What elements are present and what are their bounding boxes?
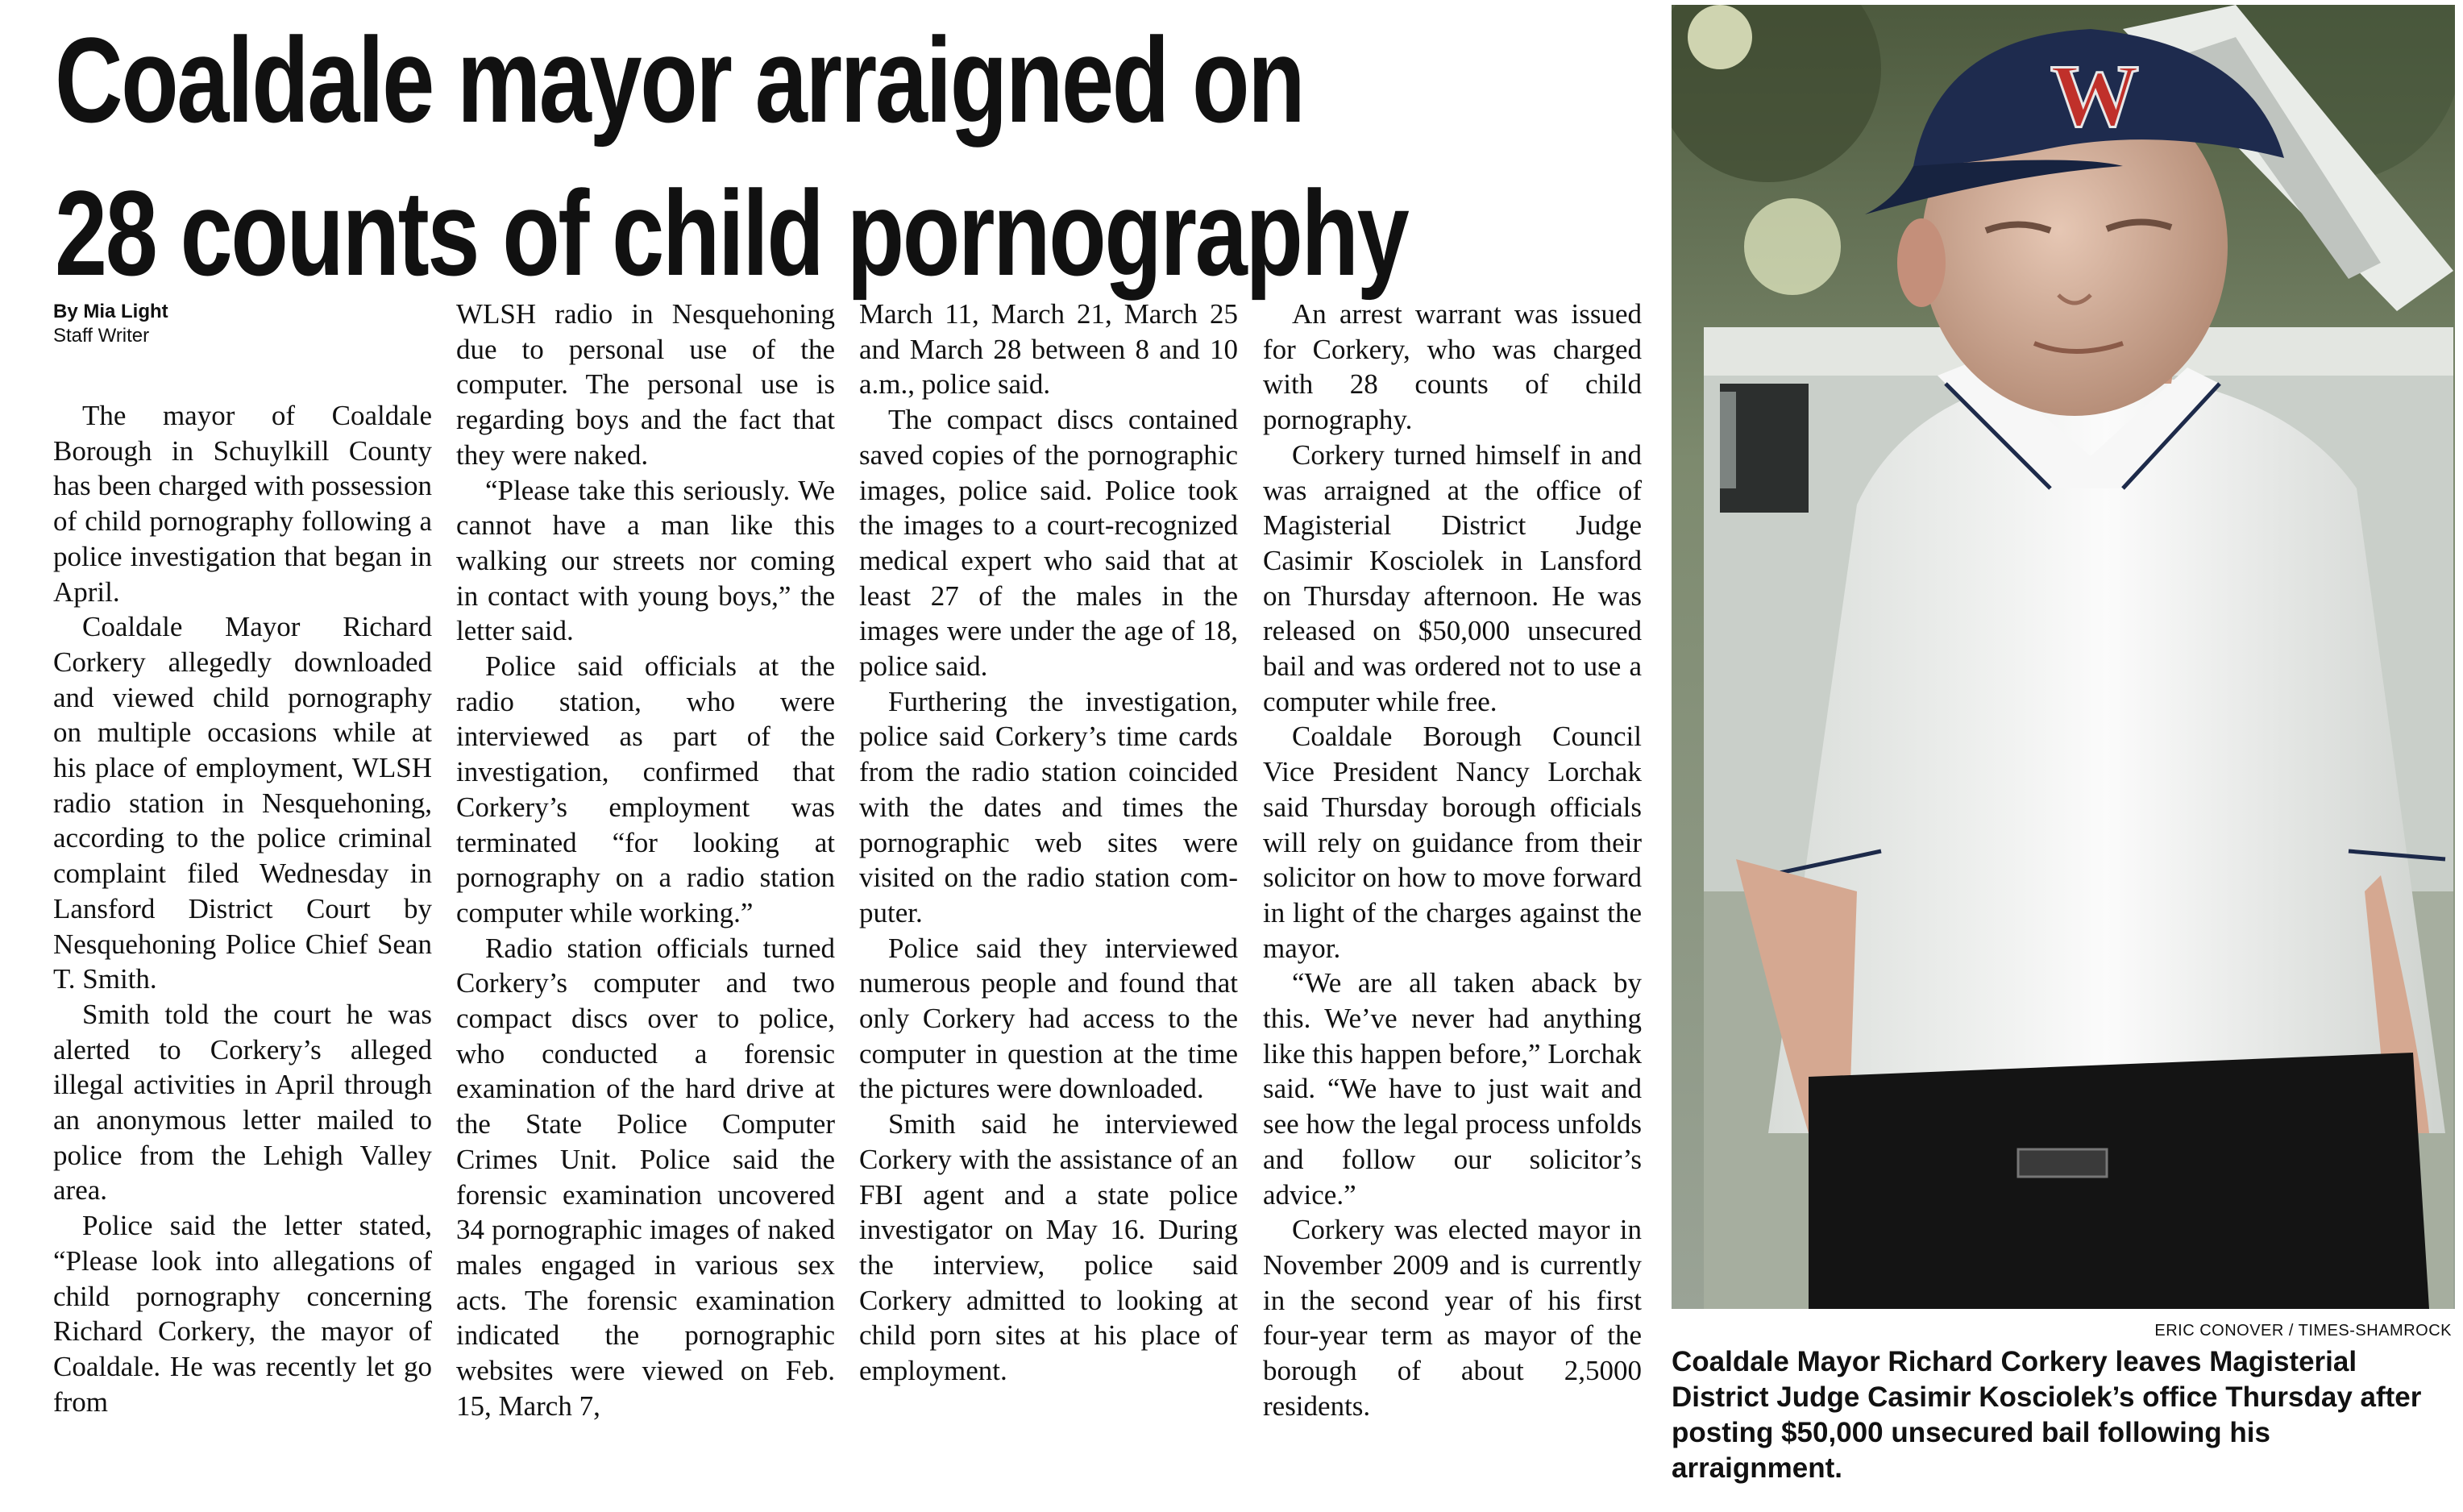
article-column-2: [456, 297, 835, 1424]
paragraph: March 11, March 21, March 25 and March 28 between 8 and 10 a.m., police said.: [859, 298, 1238, 401]
paragraph: Radio station officials turned Corkery’s computer and two compact discs over to police, who conducted a forensic examination of the hard drive at the State Police Computer Crimes Unit. Police said the forensic examination uncovered 34 pornographic images of naked males engaged in various sex acts. The forensic examination indicated the pornographic websites were viewed on Feb. 15, March 7,: [456, 932, 835, 1422]
byline-title: Staff Writer: [53, 325, 150, 347]
photo-illustration: [1672, 5, 2455, 1309]
paragraph: Smith said he interviewed Corkery with the assistance of an FBI agent and a state police investigator on May 16. During the interview, police said Corkery admitted to looking at child porn sites at his place of employment.: [859, 1108, 1238, 1387]
photo-caption: Coaldale Mayor Richard Corkery leaves Magisterial District Judge Casimir Kosciolek’s office Thursday after posting $50,000 unsecured bail following his arraignment.: [1672, 1346, 2422, 1484]
paragraph: Corkery was elected mayor in November 2009 and is currently in the second year of his first four-year term as mayor of the borough of about 2,5000 residents.: [1263, 1214, 1642, 1422]
paragraph: Furthering the investigation, police said Corkery’s time cards from the radio station coincided with the dates and times the pornographic web sites were visited on the radio station computer.: [859, 685, 1238, 928]
paragraph: “We are all taken aback by this. We’ve never had anything like this happen before,” Lorchak said. “We have to just wait and see how the legal process unfolds and follow our solicitor’s advice.”: [1263, 967, 1642, 1211]
paragraph: Police said they interviewed numerous people and found that only Corkery had access to the computer in question at the time the pictures were downloaded.: [859, 932, 1238, 1105]
headline-line-1: Coaldale mayor arraigned on: [55, 12, 1304, 147]
paragraph: Coaldale Mayor Richard Corkery allegedly downloaded and viewed child pornography on multiple occasions while at his place of employment, WLSH radio station in Nesquehoning, according to the police criminal complaint filed Wednesday in Lansford District Court by Nesquehoning Police Chief Sean T. Smith.: [53, 611, 432, 995]
paragraph: Smith told the court he was alerted to Corkery’s alleged illegal activities in April through an anonymous letter mailed to police from the Lehigh Valley area.: [53, 998, 432, 1207]
headline-line-2: 28 counts of child pornography: [55, 165, 1408, 301]
paragraph: Police said the letter stated, “Please look into allegations of child pornography concerning Richard Corkery, the mayor of Coaldale. He was recently let go from: [53, 1210, 432, 1418]
paragraph: The mayor of Coaldale Borough in Schuylkill County has been charged with possession of child pornography following a police investigation that began in April.: [53, 400, 432, 608]
news-photo: [1672, 5, 2455, 1309]
paragraph: An arrest warrant was issued for Corkery, who was charged with 28 counts of child pornography.: [1263, 298, 1642, 436]
paragraph: Police said officials at the radio station, who were interviewed as part of the investigation, confirmed that Corkery’s employment was terminated “for looking at pornography on a radio station computer while working.”: [456, 650, 835, 928]
byline: [53, 300, 168, 348]
paragraph: Corkery turned himself in and was arraigned at the office of Magisterial District Judge Casimir Kosciolek in Lansford on Thursday afternoon. He was released on $50,000 unsecured bail and was ordered not to use a computer while free.: [1263, 438, 1642, 717]
paragraph: WLSH radio in Nesquehoning due to personal use of the computer. The personal use is regarding boys and the fact that they were naked.: [456, 298, 835, 471]
byline-author: By Mia Light: [53, 301, 168, 322]
article-column-1: [53, 398, 432, 1419]
cap-logo: W: [2050, 47, 2139, 145]
article-column-3: [859, 297, 1238, 1389]
paragraph: Coaldale Borough Council Vice President Nancy Lorchak said Thursday borough officials will rely on guidance from their solicitor on how to move forward in light of the charges against the mayor.: [1263, 721, 1642, 964]
headline: [55, 3, 1408, 309]
paragraph: “Please take this seriously. We cannot have a man like this walking our streets nor coming in contact with young boys,” the letter said.: [456, 474, 835, 647]
paragraph: The compact discs contained saved copies of the pornographic images, police said. Police took the images to a court-recognized medical expert who said that at least 27 of the males in the images were under the age of 18, police said.: [859, 404, 1238, 683]
article-column-4: [1263, 297, 1642, 1424]
photo-credit: ERIC CONOVER / TIMES-SHAMROCK: [2154, 1322, 2452, 1340]
